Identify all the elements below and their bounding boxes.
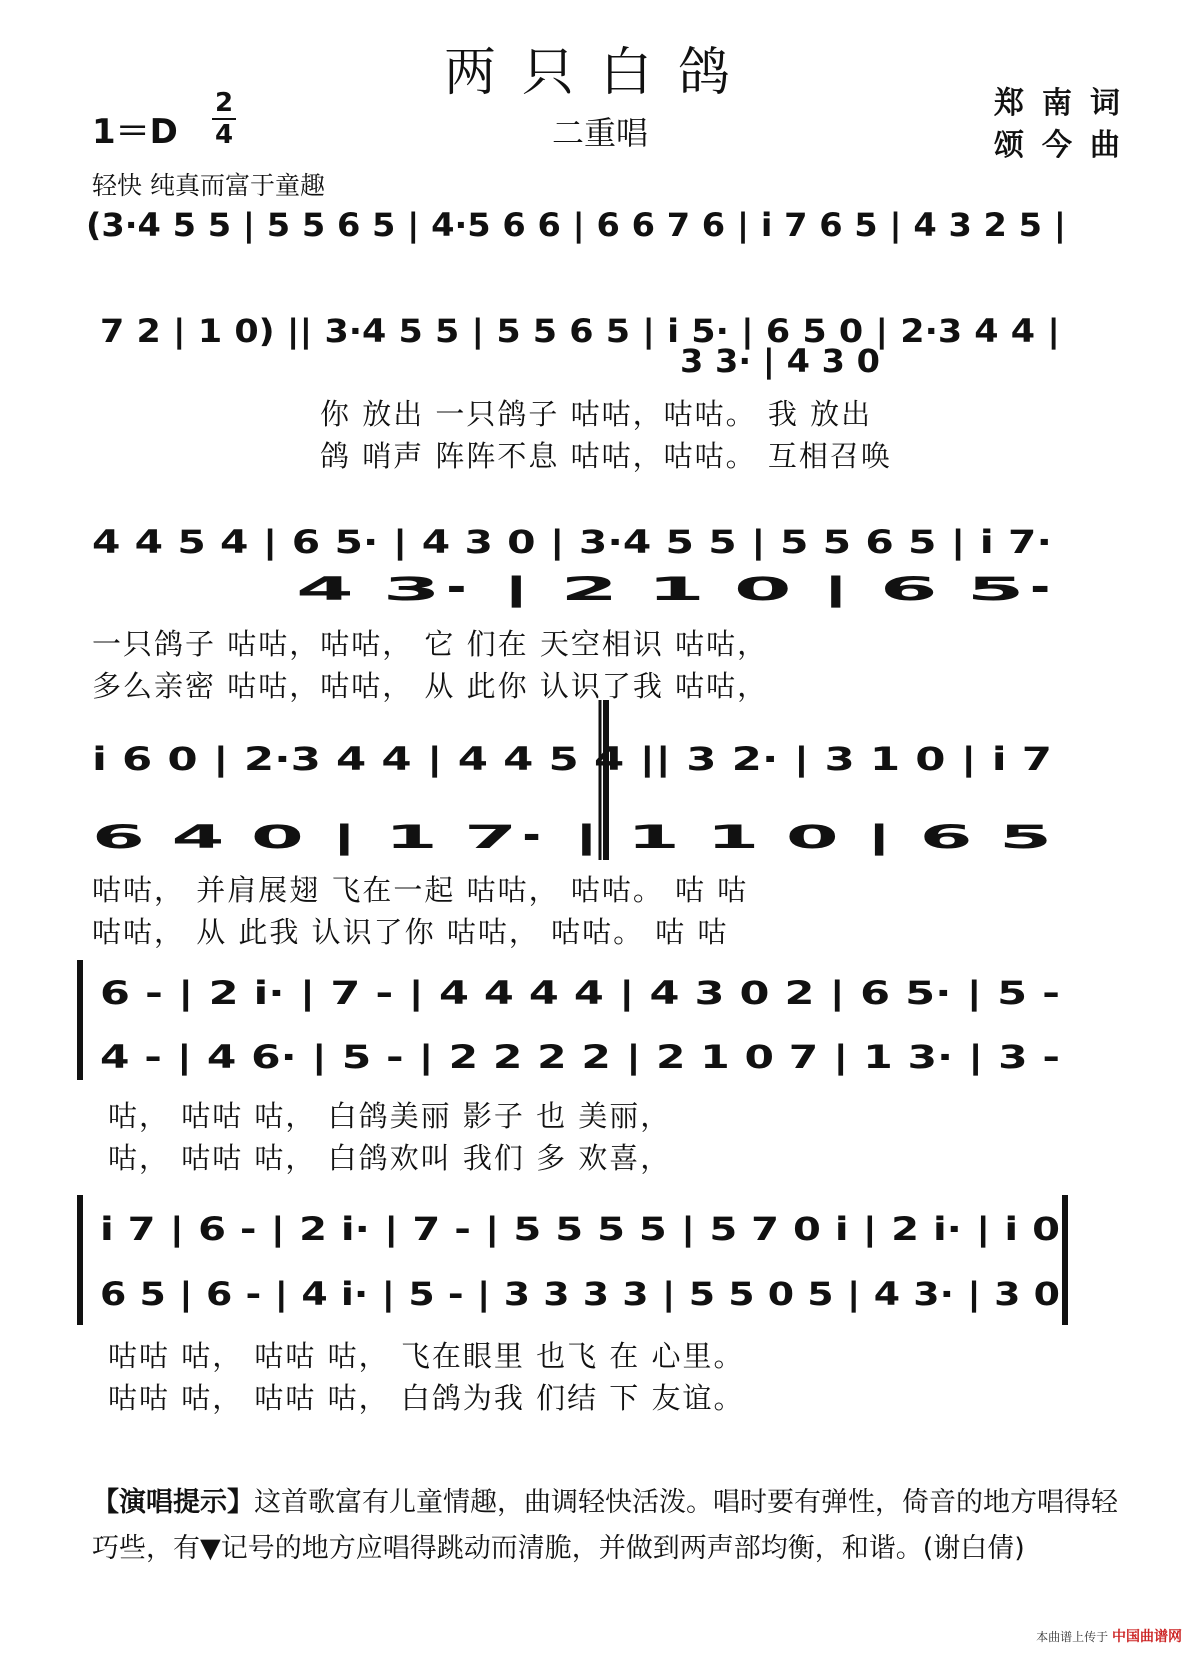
time-signature-bottom: 4 <box>214 120 234 150</box>
lyrics-verse1-line2: 一只鸽子 咕咕，咕咕， 它 们在 天空相识 咕咕， <box>92 627 769 661</box>
score-line-5-lower: 4 - | 4 6· | 5 - | 2 2 2 2 | 2 1 0 7 | 1 3· | 3 - <box>100 1038 825 1076</box>
lyrics-verse2-line4: 咕， 咕咕 咕， 白鸽欢叫 我们 多 欢喜， <box>108 1141 672 1175</box>
score-line-4-upper: i 6 0 | 2·3 4 4 | 4 4 5 4 || 3 2· | 3 1 0 | i 7 <box>92 740 799 778</box>
performance-hint <box>92 1480 1132 1572</box>
score-line-3-lower: 4 3· | 2 1 0 | 6 5· <box>296 570 589 608</box>
lyrics-verse1-line4: 咕， 咕咕 咕， 白鸽美丽 影子 也 美丽， <box>108 1099 672 1133</box>
lyrics-verse1-line5: 咕咕 咕， 咕咕 咕， 飞在眼里 也飞 在 心里。 <box>108 1339 745 1373</box>
composer-credit: 颂今曲 <box>994 128 1138 163</box>
score-line-2-lower: 3 3· | 4 3 0 <box>680 342 871 380</box>
score-line-3-upper: 4 4 5 4 | 6 5· | 4 3 0 | 3·4 5 5 | 5 5 6 5 | i 7· <box>92 523 844 561</box>
song-title: 两只白鸽 <box>443 43 756 103</box>
song-subtitle: 二重唱 <box>551 114 648 152</box>
tempo-marking: 轻快 纯真而富于童趣 <box>92 171 325 200</box>
score-line-6-upper: i 7 | 6 - | 2 i· | 7 - | 5 5 5 5 | 5 7 0 i | 2 i· | i 0 <box>100 1210 867 1248</box>
score-line-2-upper: 7 2 | 1 0) || 3·4 5 5 | 5 5 6 5 | i 5· | 6 5 0 | 2·3 4 4 | <box>100 312 980 350</box>
score-line-4-lower: 6 4 0 | 1 7· | 1 1 0 | 6 5 <box>92 818 496 856</box>
hint-text: 这首歌富有儿童情趣，曲调轻快活泼。唱时要有弹性，倚音的地方唱得轻巧些，有▼记号的地方应唱得跳动而清脆，并做到两声部均衡，和谐。(谢白倩) <box>92 1487 1118 1564</box>
lyrics-verse1-line1: 你 放出 一只鸽子 咕咕，咕咕。 我 放出 <box>320 397 873 431</box>
score-line-6-lower: 6 5 | 6 - | 4 i· | 5 - | 3 3 3 3 | 5 5 0 5 | 4 3· | 3 0 <box>100 1275 912 1313</box>
footer-upload-text: 本曲谱上传于 <box>1036 1630 1109 1644</box>
key-signature: 1＝D <box>92 112 178 152</box>
lyrics-verse2-line5: 咕咕 咕， 咕咕 咕， 白鸽为我 们结 下 友谊。 <box>108 1381 745 1415</box>
time-signature-top: 2 <box>214 88 234 118</box>
hint-label: 【演唱提示】 <box>92 1487 254 1518</box>
lyrics-verse2-line3: 咕咕， 从 此我 认识了你 咕咕， 咕咕。 咕 咕 <box>92 915 729 949</box>
site-logo: 中国曲谱网 <box>1112 1629 1182 1645</box>
footer-watermark <box>1036 1626 1182 1646</box>
score-line-5-upper: 6 - | 2 i· | 7 - | 4 4 4 4 | 4 3 0 2 | 6 5· | 5 - <box>100 974 814 1012</box>
score-line-1: (3·4 5 5 | 5 5 6 5 | 4·5 6 6 | 6 6 7 6 | i 7 6 5 | 4 3 2 5 | <box>86 206 1019 244</box>
lyricist-credit: 郑南词 <box>994 86 1138 121</box>
lyrics-verse2-line2: 多么亲密 咕咕，咕咕， 从 此你 认识了我 咕咕， <box>92 669 769 703</box>
lyrics-verse1-line3: 咕咕， 并肩展翅 飞在一起 咕咕， 咕咕。 咕 咕 <box>92 873 749 907</box>
lyrics-verse2-line1: 鸽 哨声 阵阵不息 咕咕，咕咕。 互相召唤 <box>320 439 892 473</box>
